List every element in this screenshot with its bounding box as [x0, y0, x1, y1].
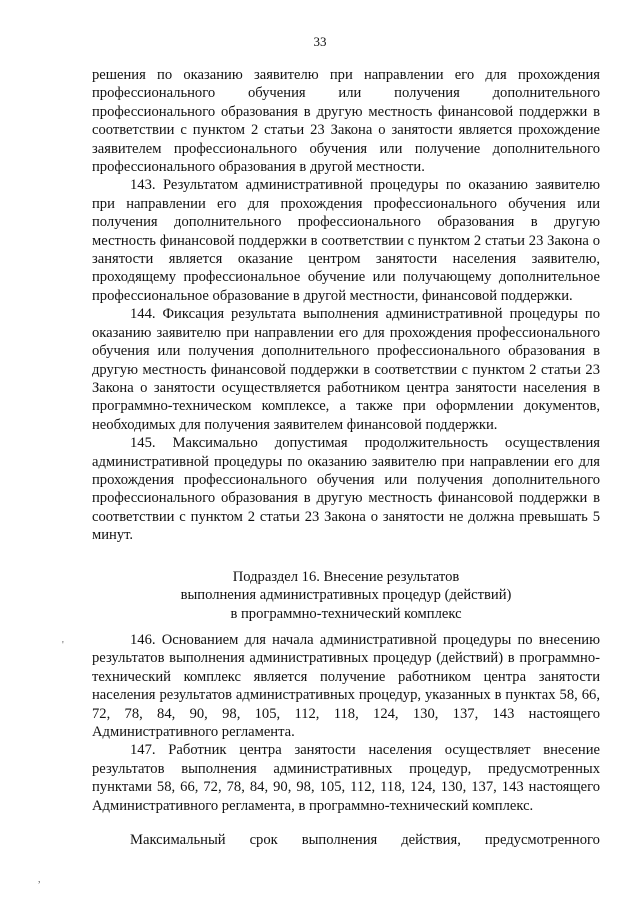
paragraph-143: 143. Результатом административной процедуры по оказанию заявителю при направлении его для прохождения профессионального обучения или получения дополнительного профессионального образования в другую местность финансовой поддержки в соответствии с пунктом 2 статьи 23 Закона о занятости является оказание центром занятости населения заявителю, проходящему профессиональное обучение или получающему дополнительное профессиональное образование в другой местности, финансовой поддержки.	[92, 177, 600, 304]
last-line-word: Максимальный	[130, 832, 226, 848]
last-line-word: предусмотренного	[484, 832, 600, 848]
paragraph-147: 147. Работник центра занятости населения осуществляет внесение результатов выполнения административных процедур, предусмотренных пунктами 58, 66, 72, 78, 84, 90, 98, 105, 112, 118, 124, 130, 137, 143 настоящего Административного регламента, в программно-технический комплекс.	[92, 742, 600, 814]
paragraph-144: 144. Фиксация результата выполнения административной процедуры по оказанию заявителю при направлении его для прохождения профессионального обучения или получения дополнительного профессионального образования в другую местность финансовой поддержки в соответствии с пунктом 2 статьи 23 Закона о занятости осуществляется работником центра занятости населения в программно-техническом комплексе, а также при оформлении документов, необходимых для получения заявителем финансовой поддержки.	[92, 306, 600, 433]
subsection-heading-line-1: Подраздел 16. Внесение результатов	[232, 569, 460, 585]
page-number: 33	[313, 34, 327, 49]
paragraph-continuation: решения по оказанию заявителю при направлении его для прохождения профессионального обучения или получения дополнительного профессионального образования в другую местность финансовой поддержки в соответствии с пунктом 2 статьи 23 Закона о занятости является прохождение заявителем профессионального обучения или получение дополнительного профессионального образования в другой местности.	[92, 67, 600, 176]
bottom-text-block	[92, 631, 600, 815]
last-line-word: выполнения	[301, 832, 378, 848]
subsection-heading	[92, 568, 600, 623]
paragraph-last-line	[92, 831, 600, 849]
subsection-heading-line-2: выполнения административных процедур (действий)	[180, 587, 512, 604]
top-text-block	[92, 66, 600, 545]
margin-mark: '	[62, 640, 64, 651]
last-line-word: действия,	[401, 832, 461, 848]
paragraph-146: 146. Основанием для начала административной процедуры по внесению результатов выполнения административных процедур (действий) в программно-технический комплекс является получение работником центра занятости населения результатов административных процедур, указанных в пунктах 58, 66, 72, 78, 84, 90, 98, 105, 112, 118, 124, 130, 137, 143 настоящего Административного регламента.	[92, 632, 600, 741]
subsection-heading-line-3: в программно-технический комплекс	[230, 605, 462, 622]
last-line-word: срок	[249, 832, 278, 848]
margin-mark: ,	[38, 874, 41, 885]
paragraph-145: 145. Максимально допустимая продолжительность осуществления административной процедуры по оказанию заявителю при направлении его для прохождения профессионального обучения или получения дополнительного профессионального образования в другую местность финансовой поддержки в соответствии с пунктом 2 статьи 23 Закона о занятости не должна превышать 5 минут.	[92, 435, 600, 544]
